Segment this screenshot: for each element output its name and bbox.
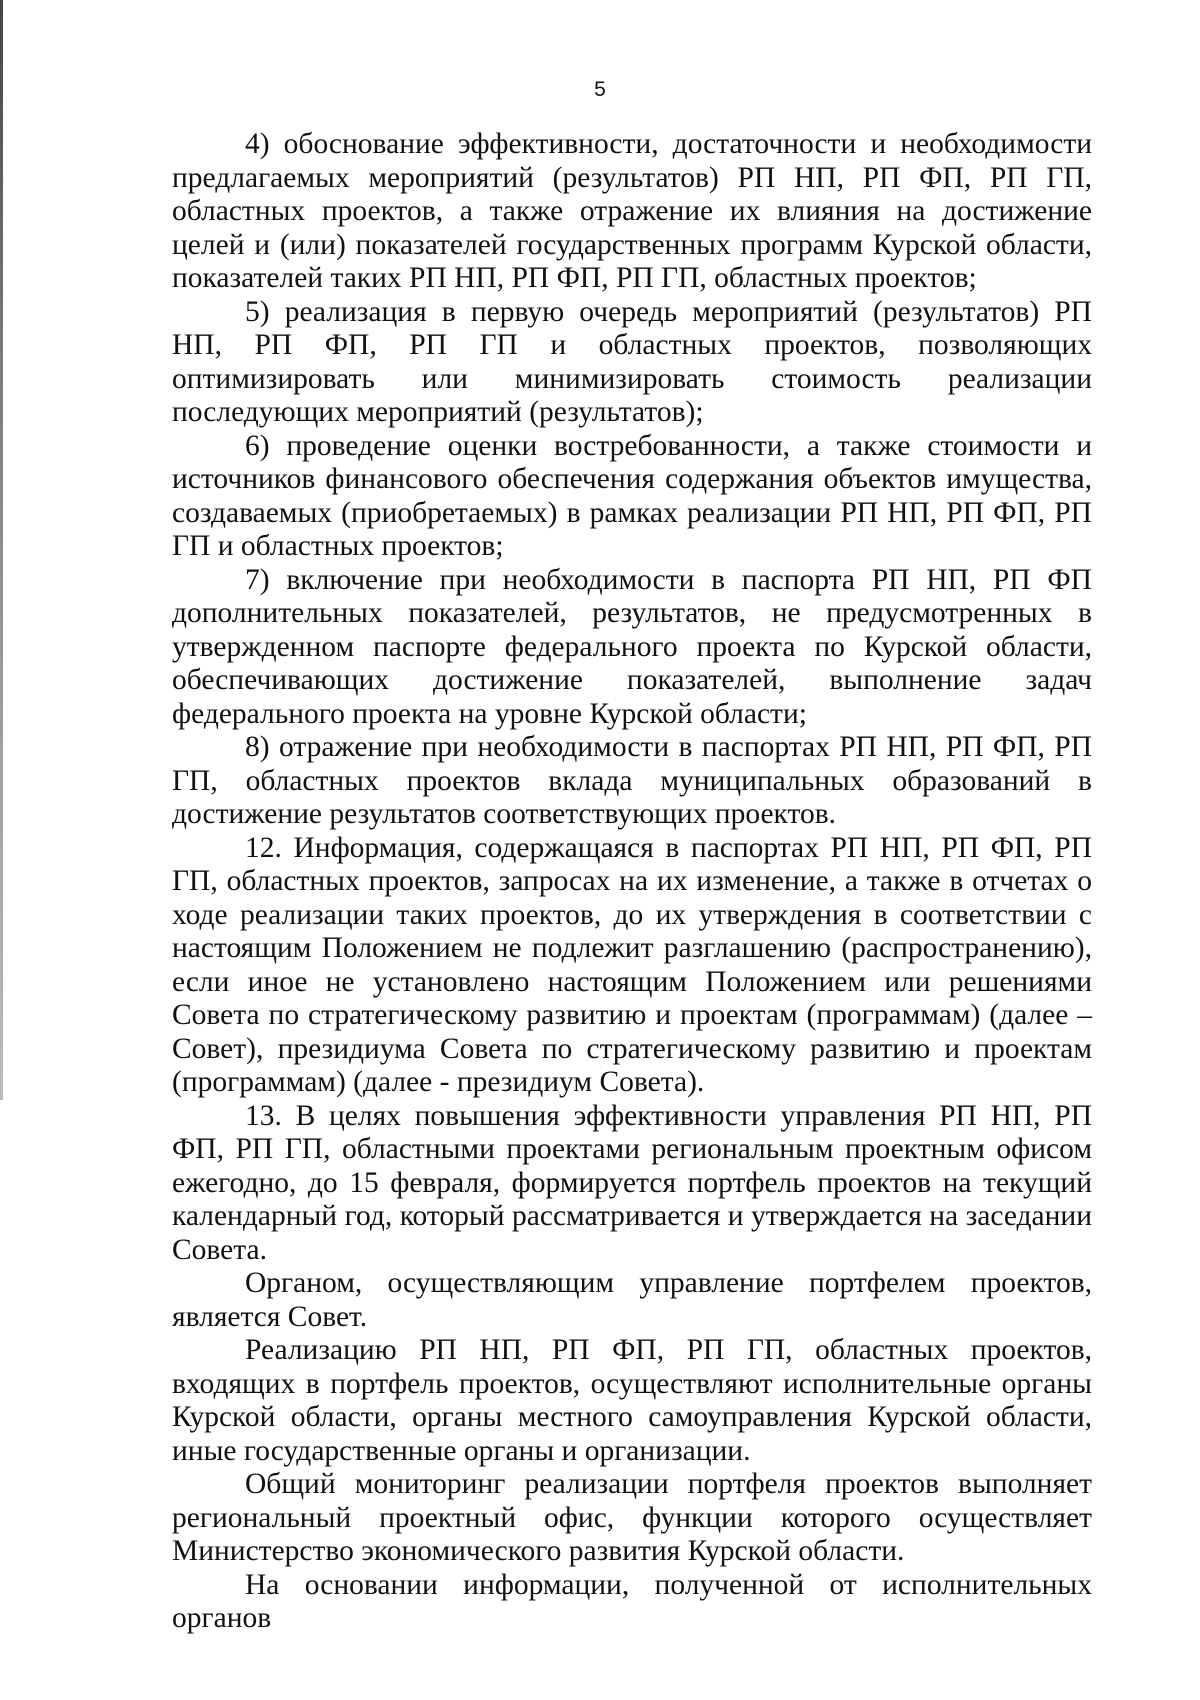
paragraph-section-12: 12. Информация, содержащаяся в паспортах РП НП, РП ФП, РП ГП, областных проектов, запросах на их изменение, а также в отчетах о ходе реализации таких проектов, до их утверждения в соответствии с настоящим Положением не подлежит разглашению (распространению), если иное не установлено настоящим Положением или решениями Совета по стратегическому развитию и проектам (программам) (далее – Совет), президиума Совета по стратегическому развитию и проектам (программам) (далее - президиум Совета).	[172, 831, 1092, 1098]
paragraph-monitoring: Общий мониторинг реализации портфеля проектов выполняет региональный проектный офис, функции которого осуществляет Министерство экономического развития Курской области.	[172, 1468, 1092, 1567]
page-number: 5	[594, 78, 606, 101]
paragraph-item-5: 5) реализация в первую очередь мероприятий (результатов) РП НП, РП ФП, РП ГП и областных проектов, позволяющих оптимизировать или минимизировать стоимость реализации последующих мероприятий (результатов);	[172, 295, 1092, 428]
paragraph-last-line: На основании информации, полученной от исполнительных органов	[172, 1568, 1092, 1634]
paragraph-item-7: 7) включение при необходимости в паспорта РП НП, РП ФП дополнительных показателей, результатов, не предусмотренных в утвержденном паспорте федерального проекта по Курской области, обеспечивающих достижение показателей, выполнение задач федерального проекта на уровне Курской области;	[172, 563, 1092, 730]
paragraph-section-13: 13. В целях повышения эффективности управления РП НП, РП ФП, РП ГП, областными проектами региональным проектным офисом ежегодно, до 15 февраля, формируется портфель проектов на текущий календарный год, который рассматривается и утверждается на заседании Совета.	[172, 1099, 1092, 1266]
paragraph-portfolio-implementation: Реализацию РП НП, РП ФП, РП ГП, областных проектов, входящих в портфель проектов, осуществляют исполнительные органы Курской области, органы местного самоуправления Курской области, иные государственные органы и организации.	[172, 1334, 1092, 1467]
paragraph-item-4: 4) обоснование эффективности, достаточности и необходимости предлагаемых мероприятий (результатов) РП НП, РП ФП, РП ГП, областных проектов, а также отражение их влияния на достижение целей и (или) показателей государственных программ Курской области, показателей таких РП НП, РП ФП, РП ГП, областных проектов;	[172, 128, 1092, 294]
paragraph-portfolio-manager: Органом, осуществляющим управление портфелем проектов, является Совет.	[172, 1267, 1092, 1333]
document-body	[172, 128, 1092, 1636]
scan-edge-shadow	[0, 0, 3, 1100]
paragraph-item-8: 8) отражение при необходимости в паспортах РП НП, РП ФП, РП ГП, областных проектов вклада муниципальных образований в достижение результатов соответствующих проектов.	[172, 731, 1092, 830]
paragraph-item-6: 6) проведение оценки востребованности, а также стоимости и источников финансового обеспечения содержания объектов имущества, создаваемых (приобретаемых) в рамках реализации РП НП, РП ФП, РП ГП и областных проектов;	[172, 429, 1092, 562]
